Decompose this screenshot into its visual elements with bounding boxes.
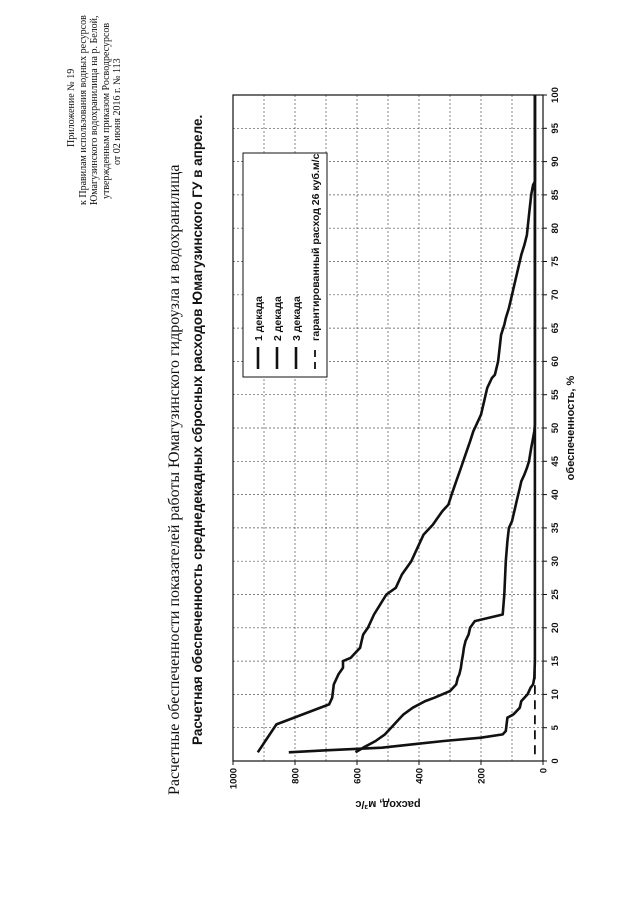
y-tick-label: 1000 [228,768,240,790]
appendix-line: к Правилам использования водных ресурсов [77,15,89,205]
appendix-line: Юмагузинского водохранилища на р. Белой, [89,15,100,205]
page-title: Расчетные обеспеченности показателей работы Юмагузинского гидроузла и водохранилища [166,164,183,795]
legend-label-4: гарантированный расход 26 куб.м/с [310,153,322,341]
x-tick-label: 75 [550,256,561,267]
x-tick-label: 50 [550,422,561,434]
x-tick-label: 85 [550,189,561,201]
x-tick-label: 0 [550,758,561,764]
series-line-2 [356,95,535,752]
x-tick-label: 5 [550,725,561,731]
chart-title: Расчетная обеспеченность среднедекадных сбросных расходов Юмагузинского ГУ в апреле. [190,114,205,745]
x-axis-label: обеспеченность, % [565,375,577,481]
y-axis-label: расход, м³/с [355,798,421,810]
y-tick-label: 400 [414,768,426,784]
appendix-line: Приложение № 19 [66,68,77,147]
y-ticks [229,761,550,789]
x-tick-label: 100 [550,87,561,103]
x-tick-label: 35 [550,522,561,534]
y-tick-label: 200 [476,768,488,784]
y-tick-label: 800 [290,768,302,784]
x-tick-label: 10 [550,689,561,700]
x-tick-label: 25 [550,589,561,600]
x-tick-label: 20 [550,622,561,634]
legend-label-2: 2 декада [272,296,284,341]
x-tick-label: 55 [550,389,561,400]
legend [243,153,327,377]
x-tick-label: 95 [550,123,561,134]
x-tick-label: 70 [550,289,561,301]
x-tick-label: 65 [550,322,561,334]
y-tick-label: 0 [538,768,550,774]
x-tick-label: 60 [550,356,561,367]
appendix-line: от 02 июня 2016 г. № 113 [112,58,123,165]
x-tick-label: 90 [550,156,561,167]
x-tick-label: 80 [550,222,561,234]
legend-label-3: 3 декада [291,296,303,341]
appendix-line: утвержденным приказом Росводресурсов [100,22,112,199]
x-tick-label: 15 [550,655,561,667]
x-tick-label: 45 [550,456,561,467]
y-tick-label: 600 [352,768,364,784]
legend-label-1: 1 декада [253,296,265,341]
x-tick-label: 40 [550,489,561,500]
x-tick-label: 30 [550,555,561,567]
x-ticks [543,87,561,764]
